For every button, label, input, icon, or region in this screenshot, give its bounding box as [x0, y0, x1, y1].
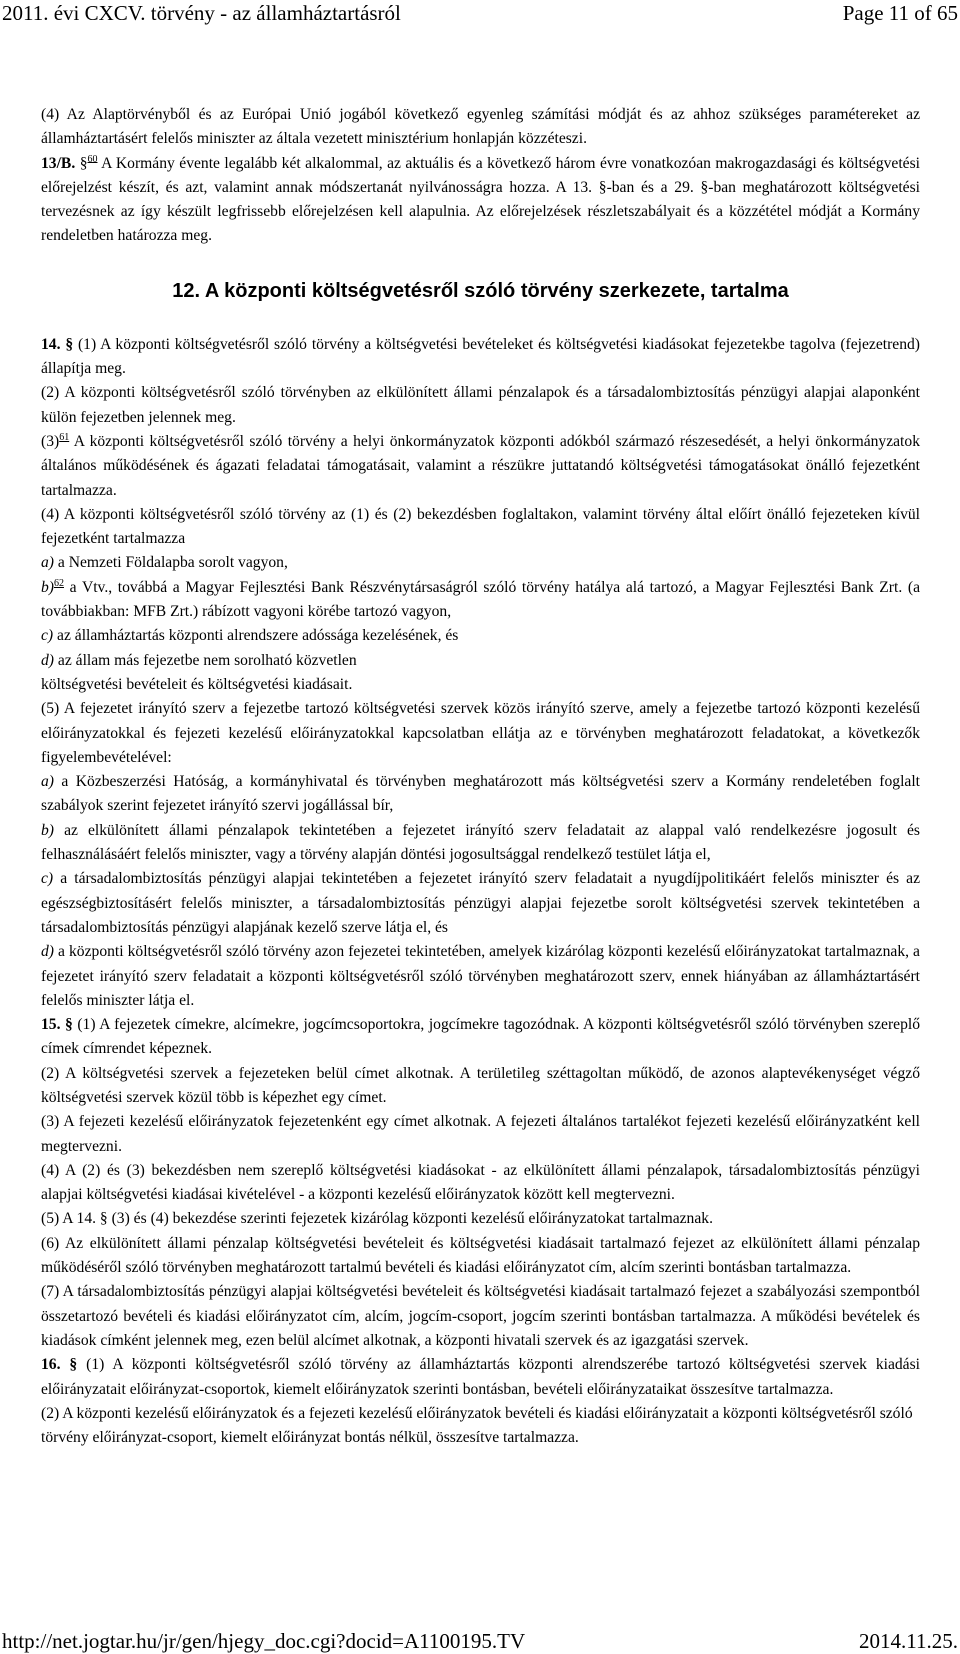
list-letter: a) [41, 773, 54, 791]
section-14-p3 [41, 430, 920, 503]
list-text: az államháztartás központi alrendszere adóssága kezelésének, és [57, 627, 459, 645]
section-15-p4: (4) A (2) és (3) bekezdésben nem szereplő költségvetési kiadásokat - az elkülönített állami pénzalapok, társadalombiztosítás pénzügyi alapjai költségvetési kiadásai kivételével - a központi kezelésű előirányzatok között kell megtervezni. [41, 1161, 920, 1204]
source-url[interactable]: http://net.jogtar.hu/jr/gen/hjegy_doc.cgi?docid=A1100195.TV [2, 1629, 526, 1653]
footnote-link[interactable]: 62 [54, 577, 64, 589]
section-14-p2: (2) A központi költségvetésről szóló törvényben az elkülönített állami pénzalapok és a társadalombiztosítás pénzügyi alapjai alaponként külön fejezetben jelennek meg. [41, 384, 920, 426]
section-14-p1 [41, 333, 920, 382]
list-item [41, 819, 920, 868]
chapter-title: 12. A központi költségvetésről szóló törvény szerkezete, tartalma [172, 279, 789, 302]
paragraph-4: (4) Az Alaptörvényből és az Európai Unió jogából következő egyenleg számítási módját és az ahhoz szükséges paramétereket az államháztartásért felelős miniszter az általa vezetett minisztérium honlapján közzéteszi. [41, 106, 920, 148]
section-15-p3: (3) A fejezeti kezelésű előirányzatok fejezetenként egy címet alkotnak. A fejezeti általános tartalékot fejezeti kezelésű előirányzatként kell megtervezni. [41, 1113, 920, 1155]
list-text: a központi költségvetésről szóló törvény azon fejezetei tekintetében, amelyek kizárólag központi kezelésű előirányzatokat tartalmaznak, a fejezetet irányító szerv feladatait a központi költségvetésről szóló törvényben meghatározott szerv, ennek hiányában az államháztartásért felelős miniszter látja el. [41, 943, 920, 1009]
section-number: 16. § [41, 1356, 78, 1374]
list-letter: c) [41, 870, 54, 888]
list-item [41, 770, 920, 819]
section-number: 14. § [41, 335, 74, 353]
list-letter: b) [41, 578, 54, 596]
list-text: a Közbeszerzési Hatóság, a kormányhivatal és törvényben meghatározott más költségvetési szerv a Kormány rendeletében foglalt szabályok szerint fejezetet irányító szervi jogállással bír, [41, 773, 920, 815]
list-item [41, 624, 920, 648]
list-letter: a) [41, 554, 54, 572]
section-16-p1 [41, 1353, 920, 1402]
section-13b [41, 152, 920, 249]
paragraph-number: (3) [41, 432, 60, 450]
section-14-p5: (5) A fejezetet irányító szerv a fejezetbe tartozó költségvetési szervek közös irányító szerve, amely a fejezetbe tartozó központi kezelésű előirányzatokkal és fejezeti kezelésű előirányzatokkal kapcsolatban ellátja az e törvényben meghatározott feladatokat, a következők figyelembevételével: [41, 700, 920, 766]
list-letter: b) [41, 821, 54, 839]
section-16-p2: (2) A központi kezelésű előirányzatok és a fejezeti kezelésű előirányzatok bevételi és kiadási előirányzatait a központi költségvetésről szóló törvény előirányzat-csoport, kiemelt előirányzat bontás nélkül, összesítve tartalmazza. [41, 1404, 913, 1447]
list-item [41, 576, 920, 625]
list-item [41, 867, 920, 940]
footnote-link[interactable]: 61 [59, 431, 70, 443]
section-15-p6: (6) Az elkülönített állami pénzalap költségvetési bevételeit és költségvetési kiadásait tartalmazó fejezet az elkülönített állami pénzalap működéséről szóló törvényben meghatározott tartalmú bevételi és kiadási előirányzatot cím, alcím szerinti bontásban tartalmazza. [41, 1234, 920, 1277]
list-text: a társadalombiztosítás pénzügyi alapjai tekintetében a fejezetet irányító szerv feladatait a nyugdíjpolitikáért felelős miniszter és az egészségbiztosításért felelős miniszter, a társadalombiztosítás pénzügyi alapjai fejezetbe sorolt költségvetési szervek tekintetében a társadalombiztosítás pénzügyi alapjának kezelő szerve látja el, és [41, 870, 920, 936]
section-15-p5: (5) A 14. § (3) és (4) bekezdése szerinti fejezetek kizárólag központi kezelésű előirányzatokat tartalmaznak. [41, 1210, 713, 1228]
page-number: Page 11 of 65 [842, 1, 958, 25]
list-letter: d) [41, 651, 54, 669]
page-header [2, 0, 958, 28]
section-15-p7: (7) A társadalombiztosítás pénzügyi alapjai költségvetési bevételeit és költségvetési kiadásait tartalmazó fejezet a szabályozási szempontból összetartozó bevételi és kiadási előirányzatot cím, alcím, jogcím-csoport, jogcím szerinti bontásban tartalmazza. A működési bevételek és kiadások címként jelennek meg, ezen belül alcímet alkotnak, a központi hivatali szervek és az igazgatási szervek. [41, 1283, 920, 1349]
list-text: a Nemzeti Földalapba sorolt vagyon, [57, 554, 288, 572]
list-text: az elkülönített állami pénzalapok tekintetében a fejezetet irányító szerv feladatait az alappal való rendelkezésre jogosult és felhasználásáért felelős miniszter, vagy a törvény alapján döntési jogosultsággal rendelkező testület látja el, [41, 821, 920, 864]
paragraph-text: (1) A fejezetek címekre, alcímekre, jogcímcsoportokra, jogcímekre tagozódnak. A központi költségvetésről szóló törvényben szereplő címek címrendet képeznek. [41, 1016, 920, 1058]
list-item [41, 649, 920, 673]
list-tail: költségvetési bevételeit és költségvetési kiadásait. [41, 675, 353, 693]
section-text: A Kormány évente legalább két alkalommal, az aktuális és a következő három évre vonatkozóan makrogazdasági és költségvetési előrejelzést készít, és azt, valamint annak módszertanát nyilvánosságra hozza. A 13. §-ban és a 29. §-ban meghatározott költségvetési tervezésnek az így készült legfrissebb előrejelzésen kell alapulnia. Az előrejelzések részletszabályait és a közzététel módját a Kormány rendeletben határozza meg. [41, 154, 920, 245]
section-number: 13/B. [41, 154, 76, 172]
list-item [41, 551, 920, 575]
list-text: a Vtv., továbbá a Magyar Fejlesztési Bank Részvénytársaságról szóló törvény hatálya alá tartozó, a Magyar Fejlesztési Bank Zrt. (a továbbiakban: MFB Zrt.) rábízott vagyoni körébe tartozó vagyon, [41, 578, 920, 621]
paragraph-text: (1) A központi költségvetésről szóló törvény a költségvetési bevételeket és költségvetési kiadásokat fejezetekbe tagolva (fejezetrend) állapítja meg. [41, 335, 920, 378]
list-letter: c) [41, 627, 54, 645]
document-title: 2011. évi CXCV. törvény - az államháztartásról [2, 1, 401, 25]
section-sign: § [79, 154, 88, 172]
section-14-p4: (4) A központi költségvetésről szóló törvény az (1) és (2) bekezdésben foglaltakon, valamint törvény által előírt önálló fejezeteken kívül fejezetként tartalmazza [41, 505, 920, 548]
page-footer [2, 1626, 958, 1654]
document-body [41, 103, 920, 1450]
section-number: 15. § [41, 1016, 73, 1034]
list-text: az állam más fejezetbe nem sorolható közvetlen [57, 651, 357, 669]
paragraph-text: A központi költségvetésről szóló törvény a helyi önkormányzatok központi adókból származó részesedését, a helyi önkormányzatok általános működésének és ágazati feladatai támogatásait, valamint a részükre juttatandó költségvetési támogatásokat önálló fejezetként tartalmazza. [41, 432, 920, 499]
footnote-link[interactable]: 60 [87, 153, 98, 165]
section-15-p2: (2) A költségvetési szervek a fejezeteken belül címet alkotnak. A területileg széttagoltan működő, de azonos alaptevékenységet végző költségvetési szervek közül több is képezhet egy címet. [41, 1064, 920, 1106]
print-date: 2014.11.25. [859, 1629, 958, 1653]
list-item [41, 940, 920, 1013]
section-15-p1 [41, 1013, 920, 1062]
list-letter: d) [41, 943, 54, 961]
paragraph-text: (1) A központi költségvetésről szóló törvény az államháztartás központi alrendszerébe tartozó költségvetési szervek kiadási előirányzatait előirányzat-csoportok, kiemelt előirányzatok szerinti bontásban, bevételi előirányzataikat összesítve tartalmazza. [41, 1356, 921, 1398]
